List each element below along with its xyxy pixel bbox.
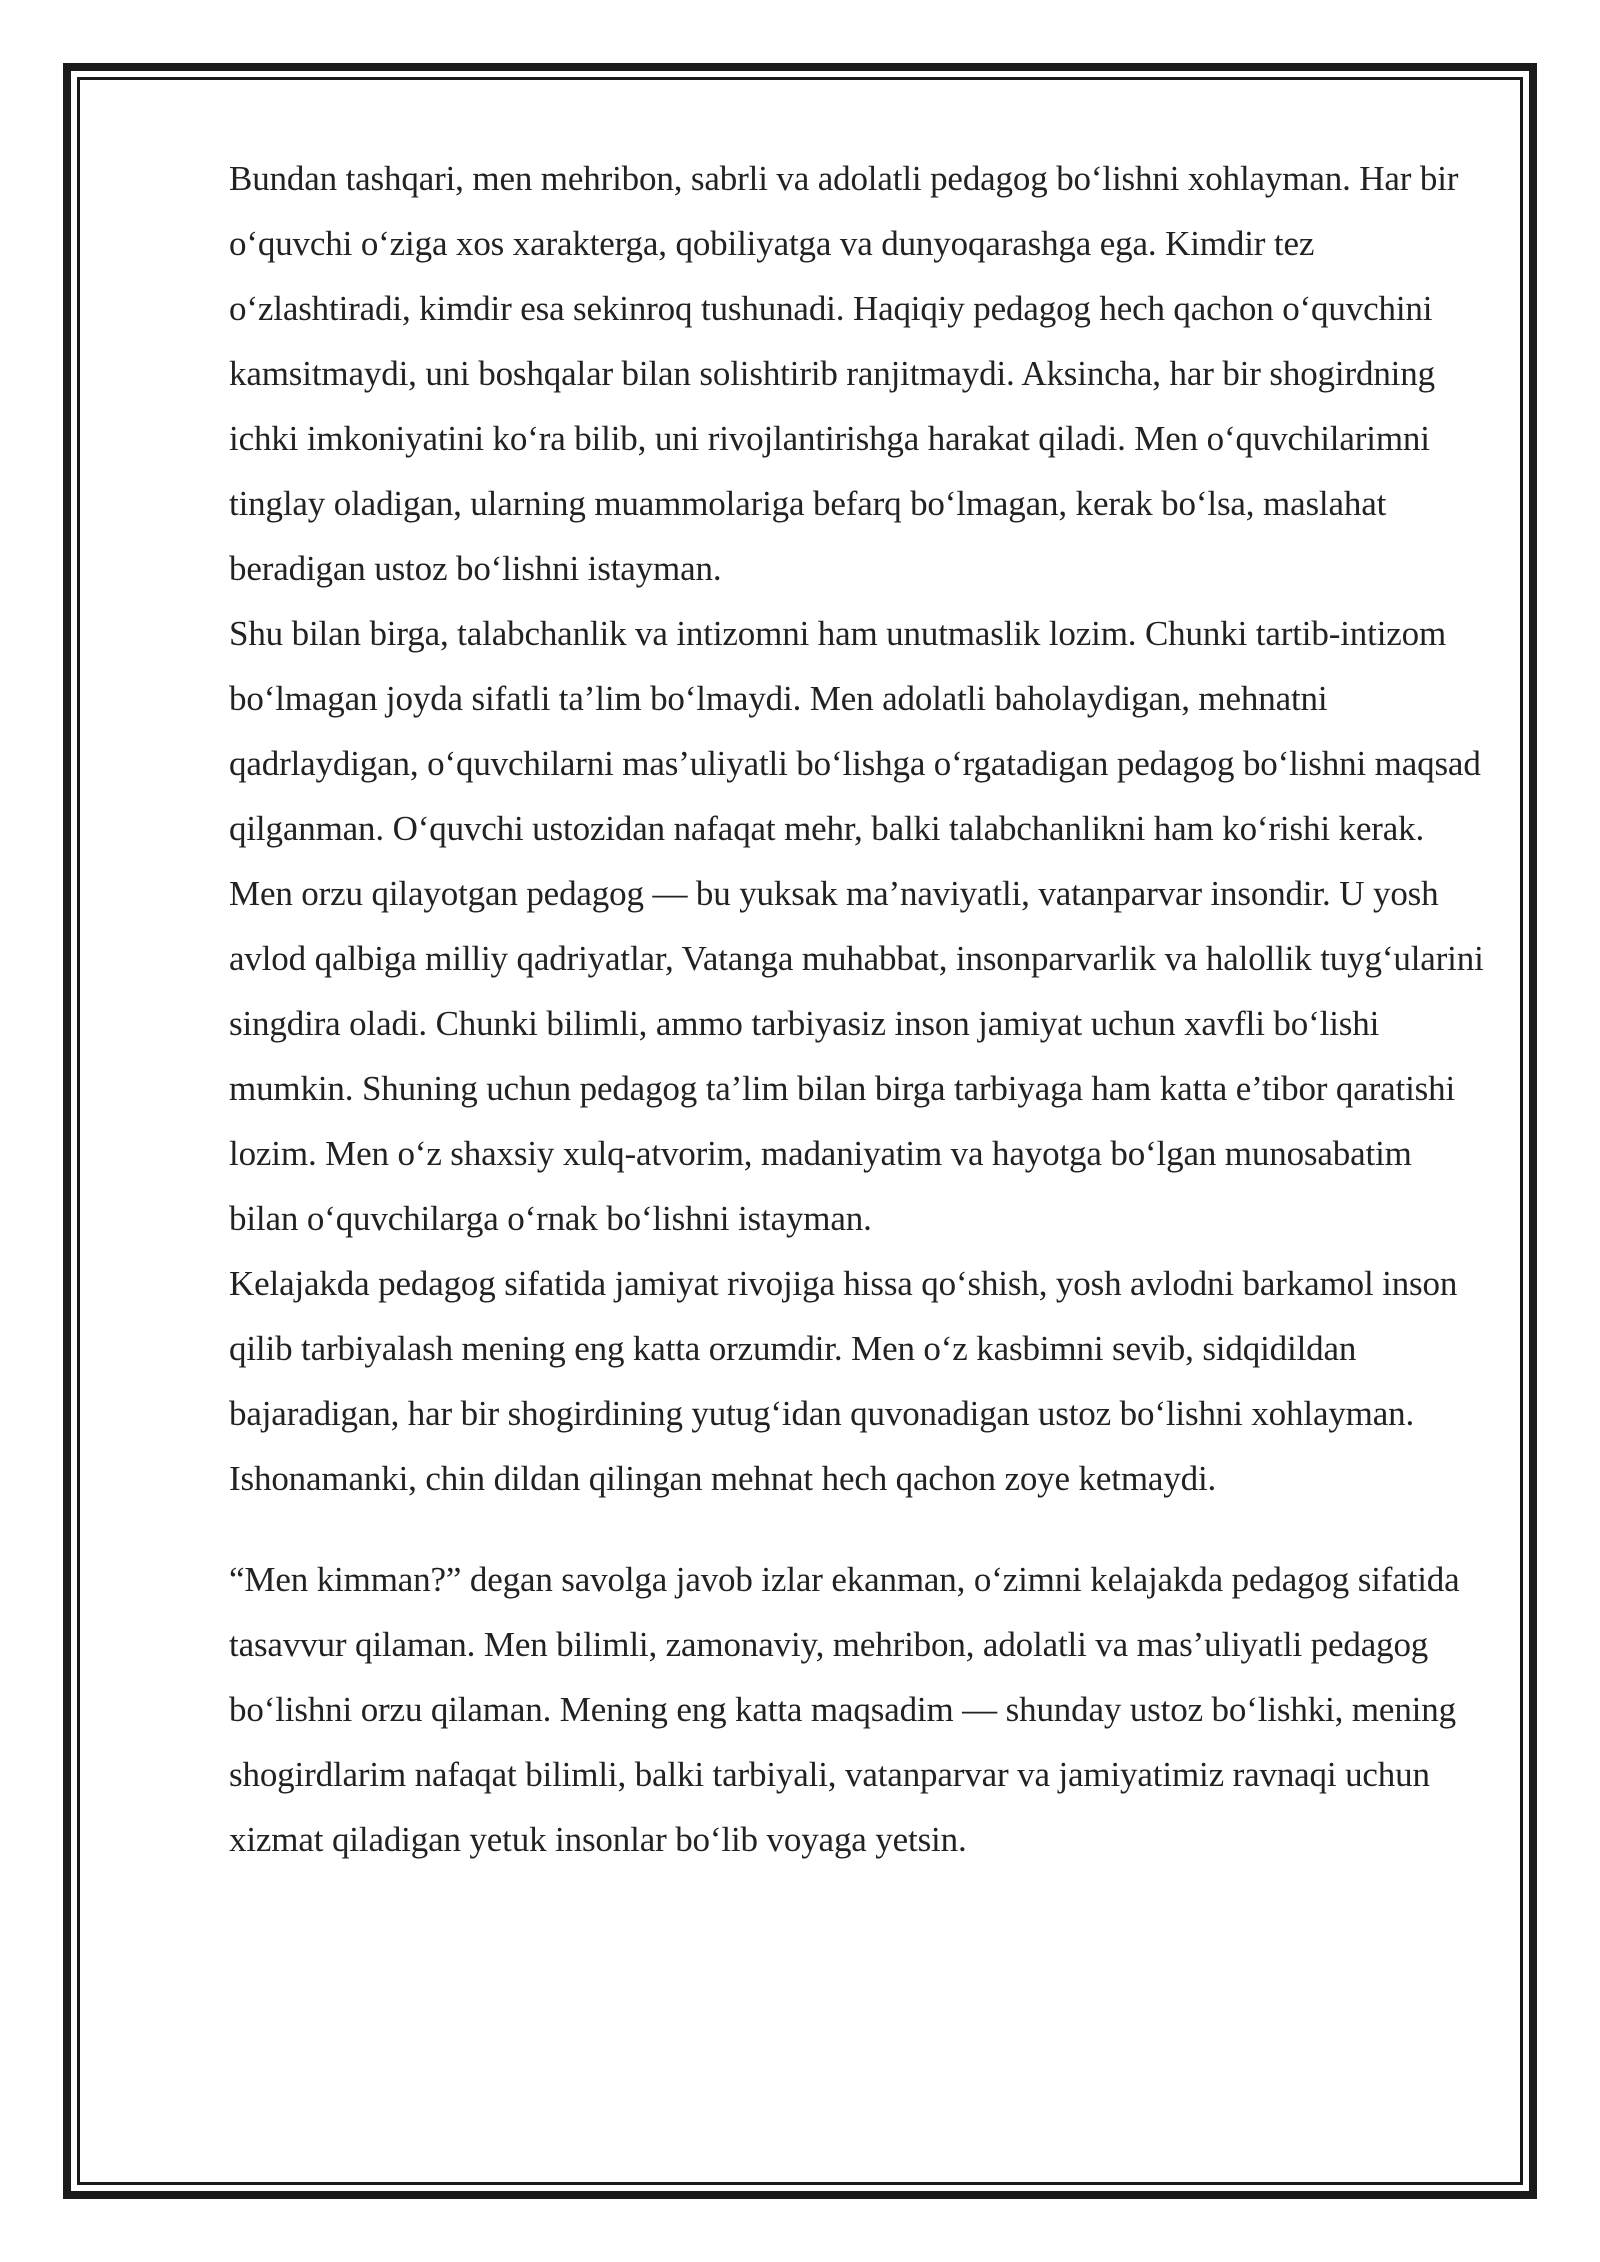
paragraph-5: “Men kimman?” degan savolga javob izlar ekanman, o‘zimni kelajakda pedagog sifatida tasavvur qilaman. Men bilimli, zamonaviy, mehribon, adolatli va mas’uliyatli pedagog bo‘lishni orzu qilaman. Mening eng katta maqsadim — shunday ustoz bo‘lishki, mening shogirdlarim nafaqat bilimli, balki tarbiyali, vatanparvar va jamiyatimiz ravnaqi uchun xizmat qiladigan yetuk insonlar bo‘lib voyaga yetsin. xyxy=(229,1560,1460,1859)
paragraph-2: Shu bilan birga, talabchanlik va intizomni ham unutmaslik lozim. Chunki tartib-intizom bo‘lmagan joyda sifatli ta’lim bo‘lmaydi. Men adolatli baholaydigan, mehnatni qadrlaydigan, o‘quvchilarni mas’uliyatli bo‘lishga o‘rgatadigan pedagog bo‘lishni maqsad qilganman. O‘quvchi ustozidan nafaqat mehr, balki talabchanlikni ham ko‘rishi kerak. xyxy=(229,614,1481,848)
document-body xyxy=(229,146,1489,1872)
paragraph-3: Men orzu qilayotgan pedagog — bu yuksak ma’naviyatli, vatanparvar insondir. U yosh avlod qalbiga milliy qadriyatlar, Vatanga muhabbat, insonparvarlik va halollik tuyg‘ularini singdira oladi. Chunki bilimli, ammo tarbiyasiz inson jamiyat uchun xavfli bo‘lishi mumkin. Shuning uchun pedagog ta’lim bilan birga tarbiyaga ham katta e’tibor qaratishi lozim. Men o‘z shaxsiy xulq-atvorim, madaniyatim va hayotga bo‘lgan munosabatim bilan o‘quvchilarga o‘rnak bo‘lishni istayman. xyxy=(229,874,1484,1238)
paragraph-1: Bundan tashqari, men mehribon, sabrli va adolatli pedagog bo‘lishni xohlayman. Har bir o‘quvchi o‘ziga xos xarakterga, qobiliyatga va dunyoqarashga ega. Kimdir tez o‘zlashtiradi, kimdir esa sekinroq tushunadi. Haqiqiy pedagog hech qachon o‘quvchini kamsitmaydi, uni boshqalar bilan solishtirib ranjitmaydi. Aksincha, har bir shogirdning ichki imkoniyatini ko‘ra bilib, uni rivojlantirishga harakat qiladi. Men o‘quvchilarimni tinglay oladigan, ularning muammolariga befarq bo‘lmagan, kerak bo‘lsa, maslahat beradigan ustoz bo‘lishni istayman. xyxy=(229,159,1459,588)
paragraph-4: Kelajakda pedagog sifatida jamiyat rivojiga hissa qo‘shish, yosh avlodni barkamol inson qilib tarbiyalash mening eng katta orzumdir. Men o‘z kasbimni sevib, sidqidildan bajaradigan, har bir shogirdining yutug‘idan quvonadigan ustoz bo‘lishni xohlayman. Ishonamanki, chin dildan qilingan mehnat hech qachon zoye ketmaydi. xyxy=(229,1264,1458,1498)
